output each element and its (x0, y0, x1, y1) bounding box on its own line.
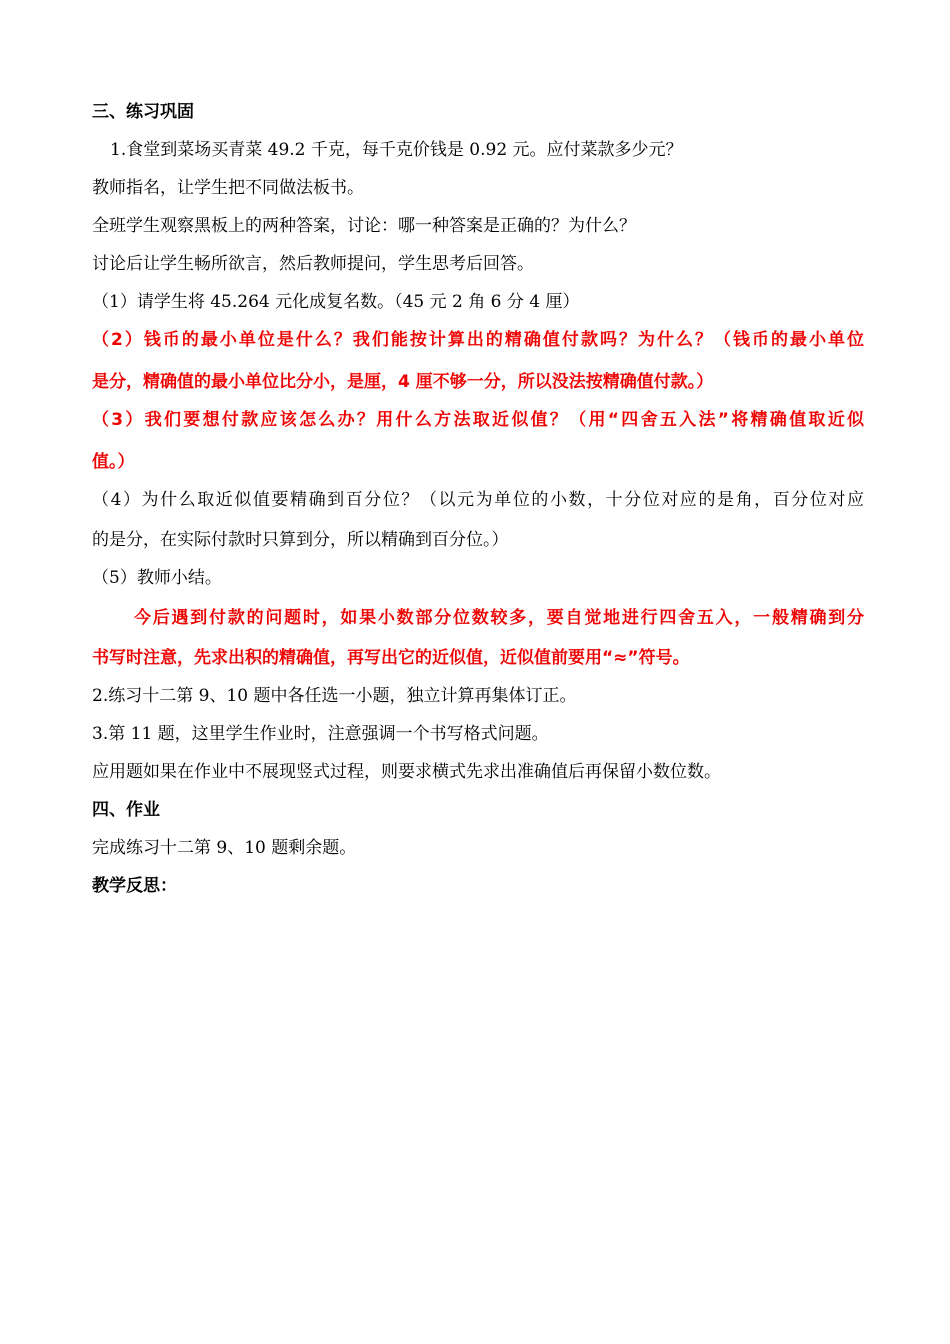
reflection-heading: 教学反思： (92, 876, 177, 896)
section-heading-homework: 四、作业 (92, 800, 160, 820)
item-2-line-1: （2）钱币的最小单位是什么？我们能按计算出的精确值付款吗？为什么？（钱币的最小单位 (92, 330, 864, 350)
item-2-line-2: 是分，精确值的最小单位比分小，是厘，4 厘不够一分，所以没法按精确值付款。） (92, 372, 714, 392)
question-2: 2.练习十二第 9、10 题中各任选一小题，独立计算再集体订正。 (92, 686, 577, 706)
paragraph-after-discussion: 讨论后让学生畅所欲言，然后教师提问，学生思考后回答。 (92, 254, 534, 274)
item-1: （1）请学生将 45.264 元化成复名数。（45 元 2 角 6 分 4 厘） (92, 292, 580, 312)
item-3-line-2: 值。） (92, 452, 135, 472)
question-1: 1.食堂到菜场买青菜 49.2 千克，每千克价钱是 0.92 元。应付菜款多少元？ (110, 140, 683, 160)
item-4-line-2: 的是分，在实际付款时只算到分，所以精确到百分位。） (92, 530, 509, 550)
question-3: 3.第 11 题，这里学生作业时，注意强调一个书写格式问题。 (92, 724, 549, 744)
paragraph-format-note: 应用题如果在作业中不展现竖式过程，则要求横式先求出准确值后再保留小数位数。 (92, 762, 721, 782)
item-5: （5）教师小结。 (92, 568, 222, 588)
paragraph-class-discuss: 全班学生观察黑板上的两种答案，讨论：哪一种答案是正确的？为什么？ (92, 216, 636, 236)
item-3-line-1: （3）我们要想付款应该怎么办？用什么方法取近似值？（用“四舍五入法”将精确值取近似 (92, 410, 864, 430)
summary-line-2: 书写时注意，先求出积的精确值，再写出它的近似值，近似值前要用“≈”符号。 (92, 648, 690, 668)
item-4-line-1: （4）为什么取近似值要精确到百分位？（以元为单位的小数，十分位对应的是角，百分位对应 (92, 490, 864, 510)
paragraph-teacher-calls: 教师指名，让学生把不同做法板书。 (92, 178, 364, 198)
section-heading-practice: 三、练习巩固 (92, 102, 194, 122)
summary-line-1: 今后遇到付款的问题时，如果小数部分位数较多，要自觉地进行四舍五入，一般精确到分 (134, 608, 864, 628)
homework-text: 完成练习十二第 9、10 题剩余题。 (92, 838, 357, 858)
